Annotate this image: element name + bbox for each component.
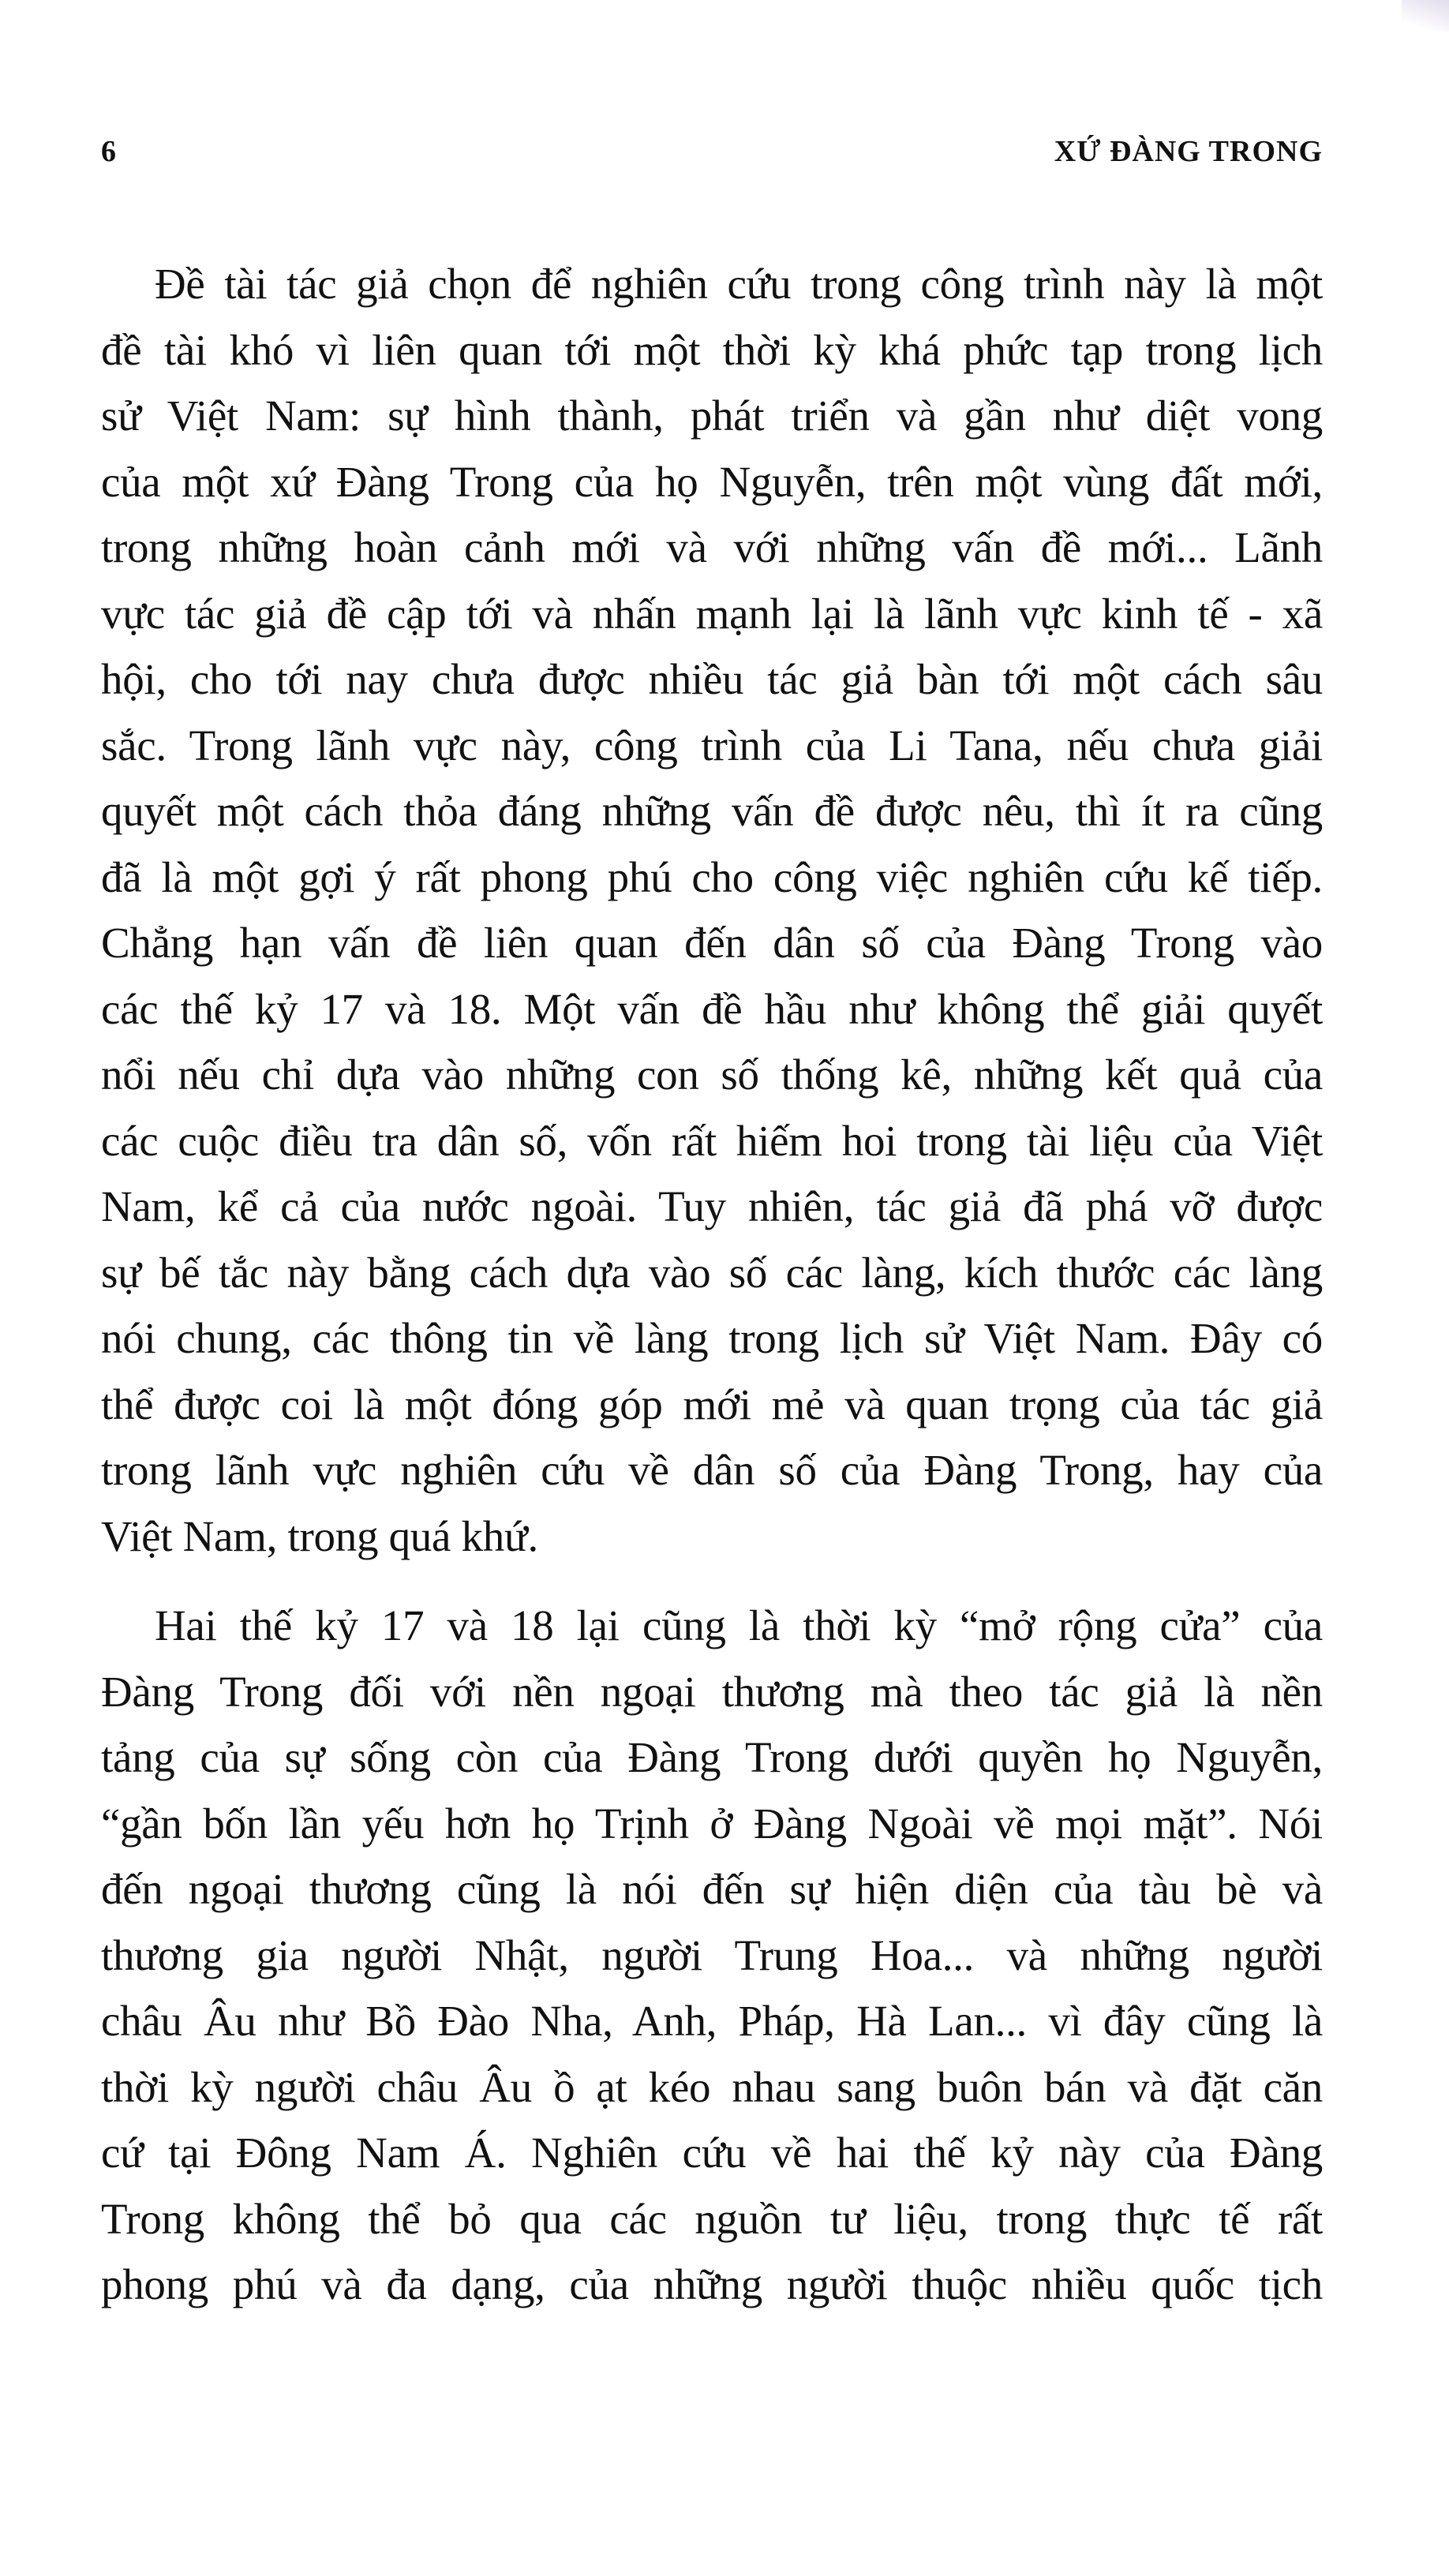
text-line: cứ tại Đông Nam Á. Nghiên cứu về hai thế kỷ này của Đàng	[101, 2129, 1323, 2177]
text-line: đã là một gợi ý rất phong phú cho công việc nghiên cứu kế tiếp.	[101, 852, 1323, 901]
page-corner-shadow	[1402, 0, 1449, 32]
text-line: Đàng Trong đối với nền ngoại thương mà theo tác giả là nền	[101, 1667, 1323, 1716]
text-line: châu Âu như Bồ Đào Nha, Anh, Pháp, Hà Lan... vì đây cũng là	[101, 1997, 1323, 2045]
text-line: tảng của sự sống còn của Đàng Trong dưới quyền họ Nguyễn,	[101, 1733, 1323, 1781]
text-line: Việt Nam, trong quá khứ.	[101, 1511, 538, 1560]
text-line: Hai thế kỷ 17 và 18 lại cũng là thời kỳ “mở rộng cửa” của	[155, 1601, 1323, 1649]
text-line: thương gia người Nhật, người Trung Hoa... và những người	[101, 1930, 1323, 1979]
text-line: vực tác giả đề cập tới và nhấn mạnh lại là lãnh vực kinh tế - xã	[101, 589, 1323, 638]
text-line: Nam, kể cả của nước ngoài. Tuy nhiên, tác giả đã phá vỡ được	[101, 1182, 1323, 1230]
paragraph-spacer	[101, 1569, 1323, 1593]
text-line: “gần bốn lần yếu hơn họ Trịnh ở Đàng Ngoài về mọi mặt”. Nói	[101, 1799, 1323, 1848]
text-line: quyết một cách thỏa đáng những vấn đề được nêu, thì ít ra cũng	[101, 787, 1323, 835]
text-line: sự bế tắc này bằng cách dựa vào số các làng, kích thước các làng	[101, 1248, 1323, 1297]
text-line: các cuộc điều tra dân số, vốn rất hiếm hoi trong tài liệu của Việt	[101, 1116, 1323, 1165]
text-line: thể được coi là một đóng góp mới mẻ và quan trọng của tác giả	[101, 1380, 1323, 1428]
text-line: nói chung, các thông tin về làng trong lịch sử Việt Nam. Đây có	[101, 1314, 1323, 1362]
paragraph-2	[101, 1593, 1323, 2318]
text-line: Chẳng hạn vấn đề liên quan đến dân số của Đàng Trong vào	[101, 919, 1323, 967]
text-line: trong lãnh vực nghiên cứu về dân số của Đàng Trong, hay của	[101, 1446, 1323, 1494]
text-line: sắc. Trong lãnh vực này, công trình của Li Tana, nếu chưa giải	[101, 721, 1323, 769]
running-header	[101, 134, 1323, 169]
page-number: 6	[101, 135, 116, 168]
text-line: của một xứ Đàng Trong của họ Nguyễn, trên một vùng đất mới,	[101, 457, 1323, 506]
text-line: nổi nếu chỉ dựa vào những con số thống kê, những kết quả của	[101, 1050, 1323, 1099]
text-line: thời kỳ người châu Âu ồ ạt kéo nhau sang buôn bán và đặt căn	[101, 2062, 1323, 2111]
text-line: các thế kỷ 17 và 18. Một vấn đề hầu như không thể giải quyết	[101, 984, 1323, 1033]
text-line: Đề tài tác giả chọn để nghiên cứu trong công trình này là một	[155, 260, 1323, 308]
text-line: đề tài khó vì liên quan tới một thời kỳ khá phức tạp trong lịch	[101, 325, 1323, 374]
text-line: hội, cho tới nay chưa được nhiều tác giả bàn tới một cách sâu	[101, 655, 1323, 703]
text-line: đến ngoại thương cũng là nói đến sự hiện diện của tàu bè và	[101, 1865, 1323, 1913]
text-line: sử Việt Nam: sự hình thành, phát triển và gần như diệt vong	[101, 391, 1323, 440]
text-line: phong phú và đa dạng, của những người thuộc nhiều quốc tịch	[101, 2260, 1323, 2308]
paragraph-1	[101, 251, 1323, 1569]
text-line: trong những hoàn cảnh mới và với những vấn đề mới... Lãnh	[101, 523, 1323, 571]
body-text	[101, 251, 1323, 2318]
running-title: XỨ ĐÀNG TRONG	[1054, 135, 1323, 168]
text-line: Trong không thể bỏ qua các nguồn tư liệu, trong thực tế rất	[101, 2194, 1323, 2243]
